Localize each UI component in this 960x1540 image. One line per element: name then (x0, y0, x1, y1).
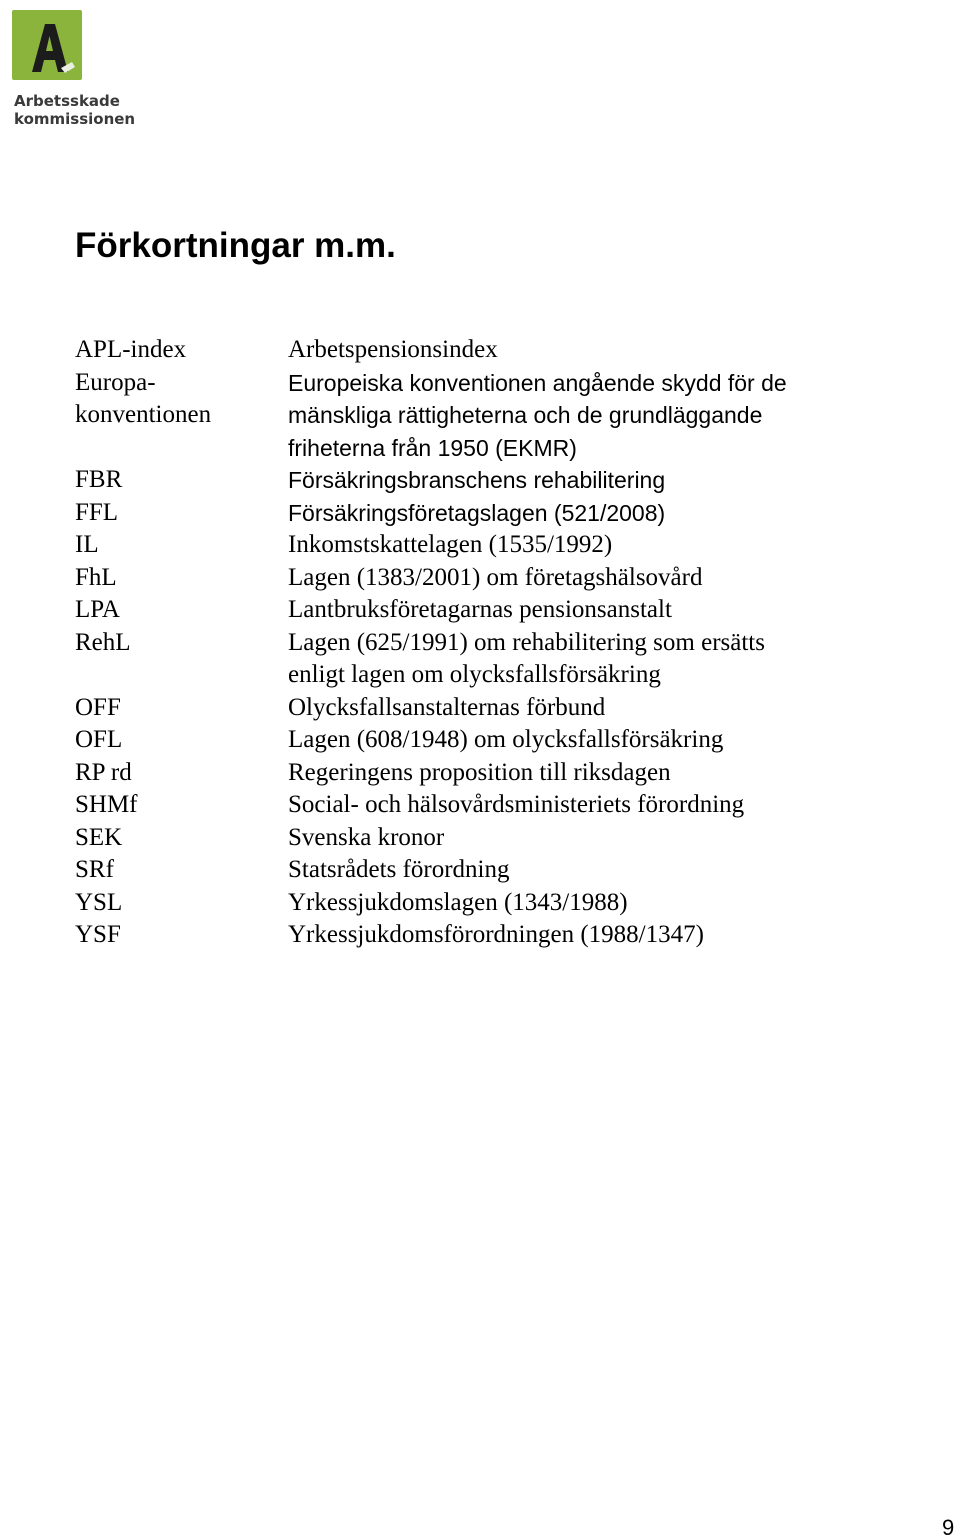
abbreviation-row (75, 497, 855, 530)
logo-line-2: kommissionen (14, 110, 136, 128)
abbreviation-row (75, 789, 855, 822)
abbreviation-term: FhL (75, 563, 117, 591)
page-title: Förkortningar m.m. (75, 226, 396, 265)
abbreviation-row (75, 562, 855, 595)
abbreviation-row (75, 367, 855, 465)
abbreviation-term: RP rd (75, 758, 132, 786)
abbreviation-term: IL (75, 531, 99, 558)
abbreviation-term: FFL (75, 498, 119, 526)
abbreviation-row (75, 692, 855, 725)
abbreviation-definition: Olycksfallsanstalternas förbund (288, 693, 606, 721)
abbreviation-definition: Inkomstskattelagen (1535/1992) (288, 531, 613, 558)
abbreviation-row (75, 757, 855, 790)
abbreviation-term: OFF (75, 693, 121, 721)
logo (12, 10, 144, 130)
abbreviation-definition: Social- och hälsovårdsministeriets förordning (288, 791, 745, 818)
abbreviation-term: YSL (75, 888, 123, 916)
abbreviation-list (75, 334, 855, 952)
abbreviation-term: SRf (75, 856, 114, 883)
abbreviation-definition: Regeringens proposition till riksdagen (288, 758, 671, 786)
abbreviation-row (75, 887, 855, 920)
logo-mark (12, 10, 82, 80)
abbreviation-definition: Försäkringsföretagslagen (521/2008) (288, 499, 666, 526)
abbreviation-row (75, 822, 855, 855)
abbreviation-term: OFL (75, 726, 123, 753)
abbreviation-definition: Försäkringsbranschens rehabilitering (288, 467, 666, 493)
abbreviation-row (75, 854, 855, 887)
abbreviation-row (75, 464, 855, 497)
abbreviation-definition: Yrkessjukdomsförordningen (1988/1347) (288, 921, 704, 948)
abbreviation-row (75, 919, 855, 952)
abbreviation-definition: Lagen (608/1948) om olycksfallsförsäkring (288, 726, 724, 753)
logo-letter-a-icon (12, 10, 82, 80)
abbreviation-row (75, 724, 855, 757)
abbreviation-term: SHMf (75, 791, 138, 818)
abbreviation-term: LPA (75, 596, 120, 623)
abbreviation-row (75, 627, 855, 692)
abbreviation-term: FBR (75, 466, 123, 493)
abbreviation-definition: Statsrådets förordning (288, 856, 510, 883)
abbreviation-term: YSF (75, 921, 121, 948)
abbreviation-definition: Lantbruksföretagarnas pensionsanstalt (288, 596, 672, 623)
abbreviation-definition: Yrkessjukdomslagen (1343/1988) (288, 888, 628, 916)
abbreviation-definition: Arbetspensionsindex (288, 336, 498, 363)
abbreviation-definition: Europeiska konventionen angående skydd för de mänskliga rättigheterna och de grundläggande friheterna från 1950 (EKMR) (288, 369, 787, 461)
abbreviation-term: APL-index (75, 336, 187, 363)
abbreviation-term: Europa- konventionen (75, 368, 212, 428)
abbreviation-definition: Svenska kronor (288, 823, 445, 851)
page-number: 9 (942, 1515, 955, 1540)
abbreviation-row (75, 529, 855, 562)
abbreviation-term: SEK (75, 823, 123, 851)
abbreviation-row (75, 334, 855, 367)
logo-wordmark (14, 92, 135, 128)
abbreviation-term: RehL (75, 628, 131, 656)
abbreviation-definition: Lagen (625/1991) om rehabilitering som ersätts enligt lagen om olycksfallsförsäkring (288, 628, 765, 688)
abbreviation-row (75, 594, 855, 627)
logo-line-1: Arbetsskade (14, 92, 120, 110)
abbreviation-definition: Lagen (1383/2001) om företagshälsovård (288, 563, 703, 591)
